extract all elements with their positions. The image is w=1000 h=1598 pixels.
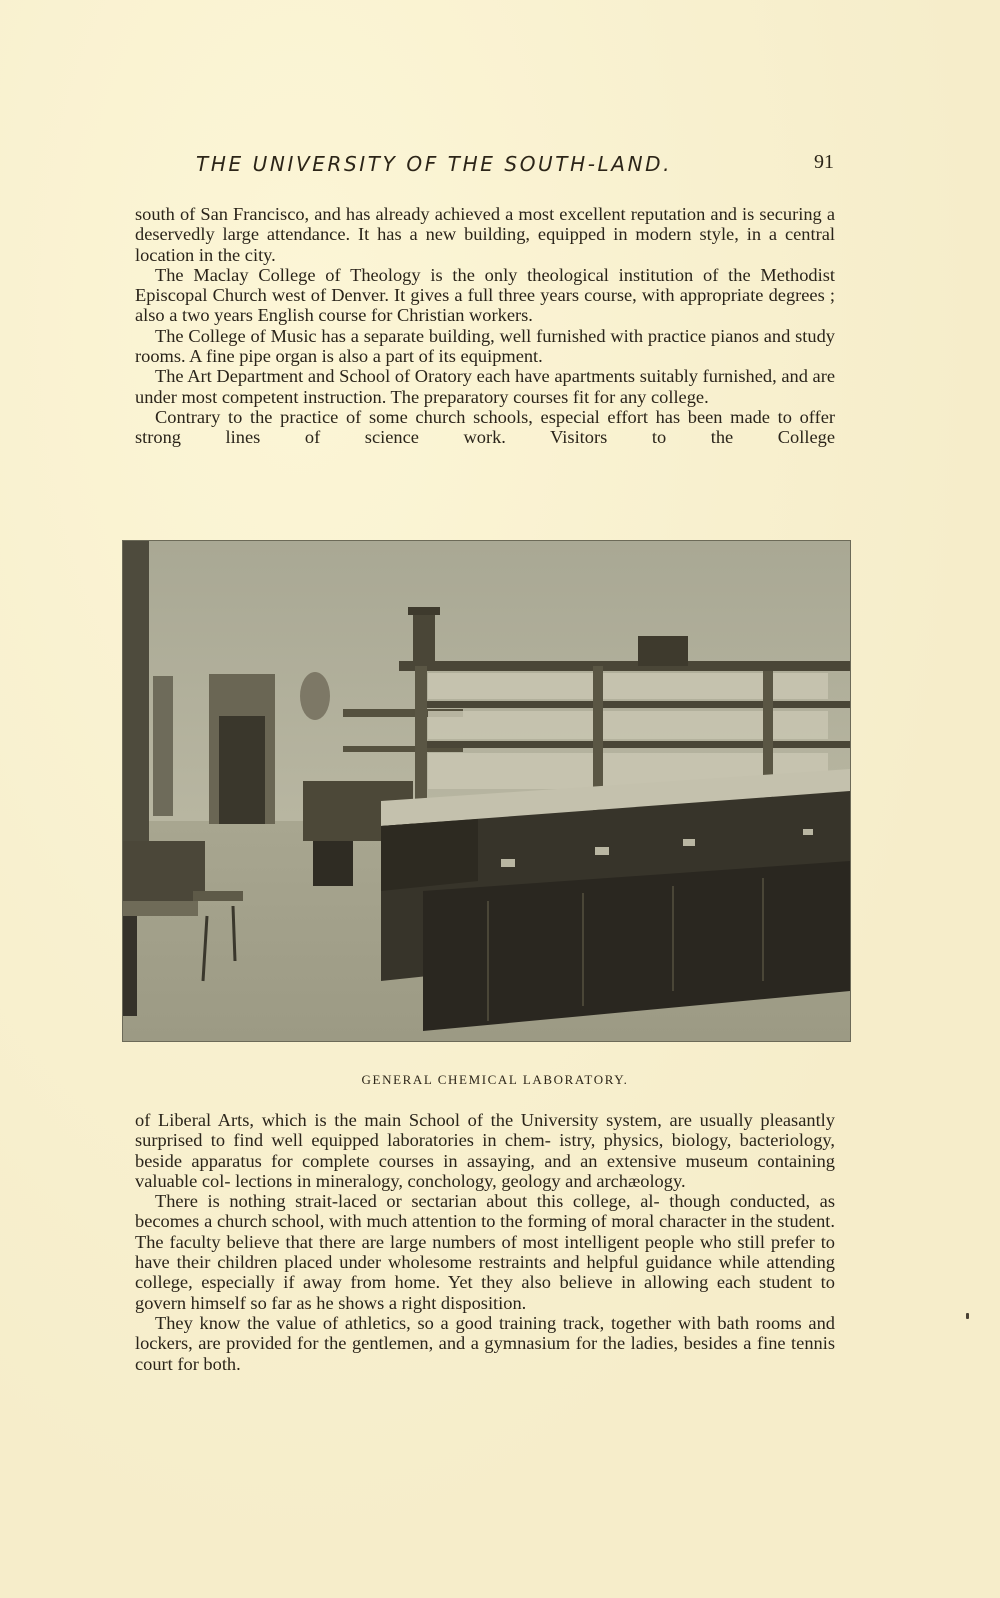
paragraph: The Art Department and School of Oratory each have apartments suitably furnished, and are under most competent instruction. The preparatory courses fit for any college. (135, 366, 835, 407)
paragraph: The Maclay College of Theology is the only theological institution of the Methodist Episcopal Church west of Denver. It gives a full three years course, with appropriate degrees ; also a two years English course for Christian workers. (135, 264, 835, 326)
running-head-title: THE UNIVERSITY OF THE SOUTH-LAND. (196, 152, 673, 176)
paper-speck (966, 1313, 969, 1319)
paragraph: Contrary to the practice of some church schools, especial effort has been made to offer strong lines of science work. Visitors to the College (135, 406, 835, 448)
paragraph: There is nothing strait-laced or sectarian about this college, al- though conducted, as becomes a church school, with much attention to the forming of moral character in the student. The faculty believe that there are large numbers of most intelligent people who still prefer to have their children placed under wholesome restraints and helpful guidance while attending college, especially if away from home. Yet they also believe in allowing each student to govern himself so far as he shows a right disposition. (135, 1191, 835, 1313)
page-number: 91 (814, 151, 834, 173)
running-head (196, 152, 846, 180)
paragraph: of Liberal Arts, which is the main School of the University system, are usually pleasantly surprised to find well equipped laboratories in chem- istry, physics, biology, bacteriology, beside apparatus for complete courses in assaying, and an extensive museum containing valuable col- lections in mineralogy, conchology, geology and archæology. (135, 1110, 835, 1191)
laboratory-photo (123, 541, 850, 1041)
laboratory-illustration (123, 541, 850, 1041)
lower-text-block (135, 1110, 835, 1374)
figure-caption: GENERAL CHEMICAL LABORATORY. (361, 1072, 629, 1087)
paragraph: The College of Music has a separate building, well furnished with practice pianos and study rooms. A fine pipe organ is also a part of its equipment. (135, 325, 835, 367)
paragraph: They know the value of athletics, so a good training track, together with bath rooms and lockers, are provided for the gentlemen, and a gymnasium for the ladies, besides a fine tennis court for both. (135, 1312, 835, 1374)
paragraph: south of San Francisco, and has already achieved a most excellent reputation and is securing a deservedly large attendance. It has a new building, equipped in modern style, in a central location in the city. (135, 204, 835, 265)
upper-text-block (135, 204, 835, 448)
